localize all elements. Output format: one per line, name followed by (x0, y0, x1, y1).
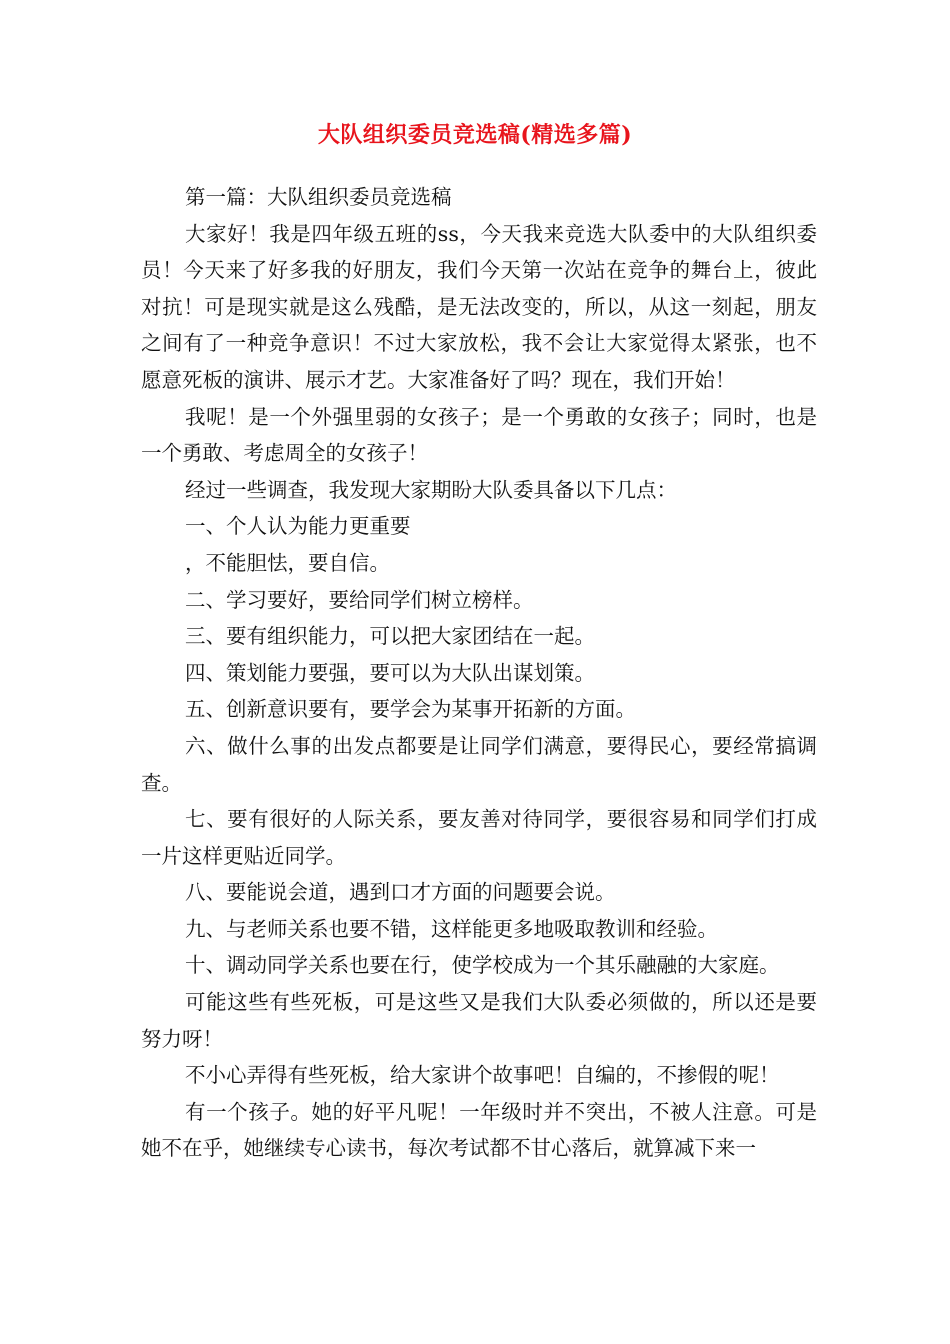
paragraph-story-intro: 不小心弄得有些死板，给大家讲个故事吧！自编的，不掺假的呢！ (185, 1063, 780, 1088)
paragraph-effort: 可能这些有些死板，可是这些又是我们大队委必须做的，所以还是要努力呀！ (141, 990, 817, 1051)
paragraph-story: 有一个孩子。她的好平凡呢！一年级时并不突出，不被人注意。可是她不在乎，她继续专心读书，每次考试都不甘心落后，就算减下来一 (141, 1099, 817, 1161)
list-item-9: 九、与老师关系也要不错，这样能更多地吸取教训和经验。 (185, 916, 718, 941)
list-item-8: 八、要能说会道，遇到口才方面的问题要会说。 (185, 880, 616, 905)
list-item-6: 六、做什么事的出发点都要是让同学们满意，要得民心，要经常搞调查。 (141, 733, 817, 795)
list-item-5: 五、创新意识要有，要学会为某事开拓新的方面。 (185, 697, 636, 722)
document-title: 大队组织委员竞选稿(精选多篇) (317, 122, 633, 148)
list-item-3: 三、要有组织能力，可以把大家团结在一起。 (185, 624, 595, 649)
list-item-1-continued: ，不能胆怯，要自信。 (185, 550, 390, 575)
paragraph-survey: 经过一些调查，我发现大家期盼大队委具备以下几点： (185, 477, 677, 502)
list-item-1: 一、个人认为能力更重要 (185, 514, 411, 539)
paragraph-self-intro: 我呢！是一个外强里弱的女孩子；是一个勇敢的女孩子；同时，也是一个勇敢、考虑周全的女孩子！ (141, 404, 817, 466)
list-item-4: 四、策划能力要强，要可以为大队出谋划策。 (185, 660, 595, 685)
paragraph-greeting: 大家好！我是四年级五班的ss，今天我来竞选大队委中的大队组织委员！今天来了好多我的好朋友，我们今天第一次站在竞争的舞台上，彼此对抗！可是现实就是这么残酷，是无法改变的，所以，从这一刻起，朋友之间有了一种竞争意识！不过大家放松，我不会让大家觉得太紧张，也不愿意死板的演讲、展示才艺。大家准备好了吗？现在，我们开始！ (141, 221, 817, 392)
list-item-10: 十、调动同学关系也要在行，使学校成为一个其乐融融的大家庭。 (185, 953, 780, 978)
list-item-2: 二、学习要好，要给同学们树立榜样。 (185, 587, 534, 612)
list-item-7: 七、要有很好的人际关系，要友善对待同学，要很容易和同学们打成一片这样更贴近同学。 (141, 807, 817, 868)
section-heading: 第一篇：大队组织委员竞选稿 (185, 185, 452, 209)
document-body (141, 179, 817, 1167)
